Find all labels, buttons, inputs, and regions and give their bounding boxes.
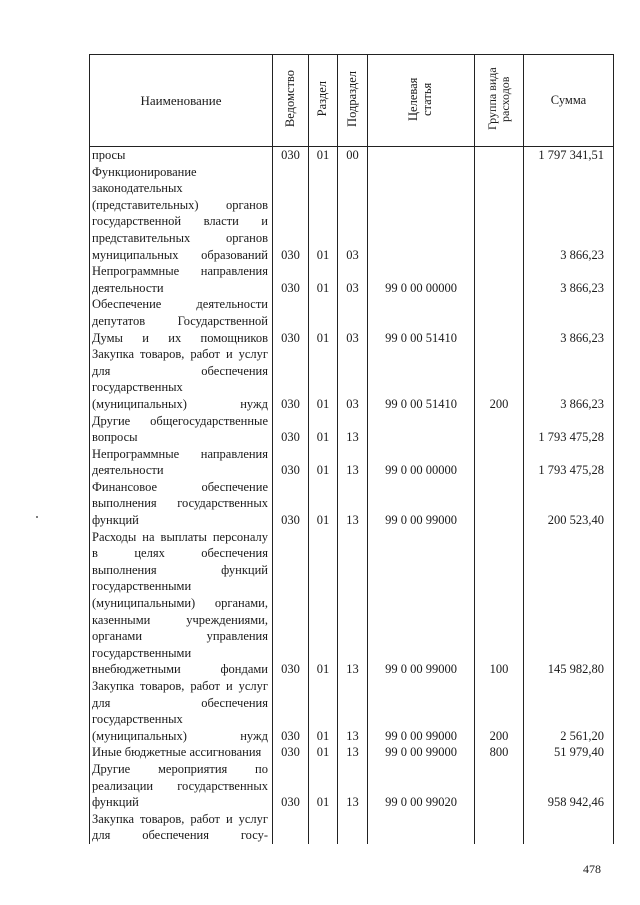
cell-expense-group: 200 [475,678,524,744]
cell-target: 99 0 00 99020 [368,761,475,811]
cell-amount: 1 793 475,28 [524,446,614,479]
cell-name [90,413,273,446]
header-name [90,55,273,147]
cell-name [90,446,273,479]
cell-department: 030 [273,678,309,744]
cell-amount: 2 561,20 [524,678,614,744]
page-number: 478 [583,862,601,876]
cell-subsection: 00 [338,147,368,164]
cell-name-text: Непрограммные направления деятельности [92,264,268,295]
table-row [90,744,614,761]
table-row [90,147,614,164]
table-row [90,413,614,446]
cell-target [368,413,475,446]
cell-section: 01 [309,147,338,164]
header-department [273,55,309,147]
cell-subsection: 13 [338,761,368,811]
cell-section: 01 [309,296,338,346]
cell-name [90,811,273,844]
header-department-text: Ведомство [282,69,297,128]
cell-section: 01 [309,446,338,479]
cell-name [90,346,273,412]
cell-amount: 958 942,46 [524,761,614,811]
cell-amount: 3 866,23 [524,263,614,296]
cell-subsection: 13 [338,413,368,446]
cell-target: 99 0 00 51410 [368,296,475,346]
cell-subsection: 13 [338,744,368,761]
cell-amount: 200 523,40 [524,479,614,529]
cell-section: 01 [309,479,338,529]
cell-amount: 3 866,23 [524,346,614,412]
table-row [90,263,614,296]
cell-name [90,744,273,761]
cell-department: 030 [273,744,309,761]
cell-subsection: 03 [338,164,368,264]
cell-target: 99 0 00 99000 [368,744,475,761]
cell-expense-group [475,479,524,529]
header-expense-group [475,55,524,147]
cell-name [90,479,273,529]
cell-subsection: 13 [338,678,368,744]
cell-amount: 145 982,80 [524,529,614,678]
header-subsection [338,55,368,147]
cell-section: 01 [309,164,338,264]
cell-amount: 1 793 475,28 [524,413,614,446]
header-name-text: Наименование [140,92,222,108]
cell-department: 030 [273,164,309,264]
cell-name [90,147,273,164]
cell-target [368,164,475,264]
cell-subsection: 13 [338,446,368,479]
cell-expense-group: 100 [475,529,524,678]
cell-expense-group [475,296,524,346]
cell-name [90,263,273,296]
cell-department: 030 [273,761,309,811]
cell-name [90,296,273,346]
cell-expense-group [475,164,524,264]
table-row [90,761,614,811]
header-subsection-text: Подраздел [344,70,359,127]
cell-section: 01 [309,346,338,412]
cell-amount: 3 866,23 [524,164,614,264]
cell-department [273,811,309,844]
cell-section [309,811,338,844]
table-row [90,811,614,844]
cell-name-text: Непрограммные направления деятельности [92,446,268,478]
cell-expense-group [475,446,524,479]
cell-department: 030 [273,529,309,678]
cell-department: 030 [273,346,309,412]
cell-name-text: Финансовое обеспечение выполнения государственных функций [92,479,268,528]
cell-name-text: Функционирование законодательных (представительных) органов государственной власти и представительных органов муниципальных образований [92,164,268,262]
cell-name-text: просы [92,148,126,162]
cell-subsection: 13 [338,529,368,678]
header-amount-text: Сумма [550,93,587,107]
cell-section: 01 [309,413,338,446]
header-amount [524,55,614,147]
table-row [90,164,614,264]
cell-name-text: Закупка товаров, работ и услуг для обеспечения государственных (муниципальных) нужд [92,679,268,743]
cell-department: 030 [273,263,309,296]
cell-subsection: 13 [338,479,368,529]
header-section-text: Раздел [315,80,330,117]
cell-amount: 1 797 341,51 [524,147,614,164]
cell-name-text: Другие общегосударственные вопросы [92,413,268,445]
cell-expense-group [475,263,524,296]
cell-section: 01 [309,678,338,744]
cell-amount: 3 866,23 [524,296,614,346]
cell-name-text: Закупка товаров, работ и услуг для обеспечения государственных (муниципальных) нужд [92,347,268,411]
cell-expense-group [475,761,524,811]
header-row [90,55,614,147]
cell-name-text: Обеспечение деятельности депутатов Государственной Думы и их помощников [92,297,268,345]
cell-department: 030 [273,479,309,529]
cell-section: 01 [309,761,338,811]
cell-target: 99 0 00 00000 [368,446,475,479]
cell-name-text: Расходы на выплаты персоналу в целях обеспечения выполнения функций государственными (муниципальными) органами, казенными учреждениями, органами управления государственными внебюджетными фондами [92,529,268,677]
cell-subsection: 03 [338,346,368,412]
table-row [90,529,614,678]
scan-speck [36,516,38,518]
cell-name [90,529,273,678]
cell-target: 99 0 00 99000 [368,529,475,678]
cell-amount: 51 979,40 [524,744,614,761]
cell-target [368,147,475,164]
cell-name-text: Иные бюджетные ассигнования [92,745,262,760]
cell-name [90,678,273,744]
cell-name-text: Другие мероприятия по реализации государственных функций [92,761,268,810]
cell-target: 99 0 00 99000 [368,479,475,529]
cell-department: 030 [273,413,309,446]
cell-target: 99 0 00 51410 [368,346,475,412]
cell-section: 01 [309,263,338,296]
budget-table [89,54,614,844]
header-section [309,55,338,147]
table-row [90,678,614,744]
cell-expense-group [475,147,524,164]
cell-expense-group [475,811,524,844]
cell-expense-group: 200 [475,346,524,412]
cell-section: 01 [309,744,338,761]
table-row [90,346,614,412]
cell-section: 01 [309,529,338,678]
cell-subsection: 03 [338,263,368,296]
cell-name-text: Закупка товаров, работ и услуг для обеспечения госу- [92,811,268,843]
cell-department: 030 [273,147,309,164]
cell-amount [524,811,614,844]
cell-name [90,164,273,264]
cell-department: 030 [273,296,309,346]
table-row [90,479,614,529]
cell-expense-group [475,413,524,446]
cell-target: 99 0 00 00000 [368,263,475,296]
cell-subsection [338,811,368,844]
cell-expense-group: 800 [475,744,524,761]
table-row [90,296,614,346]
header-expense-group-text: Группа вида расходов [484,67,512,130]
cell-target: 99 0 00 99000 [368,678,475,744]
cell-name [90,761,273,811]
header-target-text: Целевая статья [406,76,434,121]
cell-subsection: 03 [338,296,368,346]
header-target [368,55,475,147]
table-body [90,147,614,844]
cell-department: 030 [273,446,309,479]
table-row [90,446,614,479]
cell-target [368,811,475,844]
